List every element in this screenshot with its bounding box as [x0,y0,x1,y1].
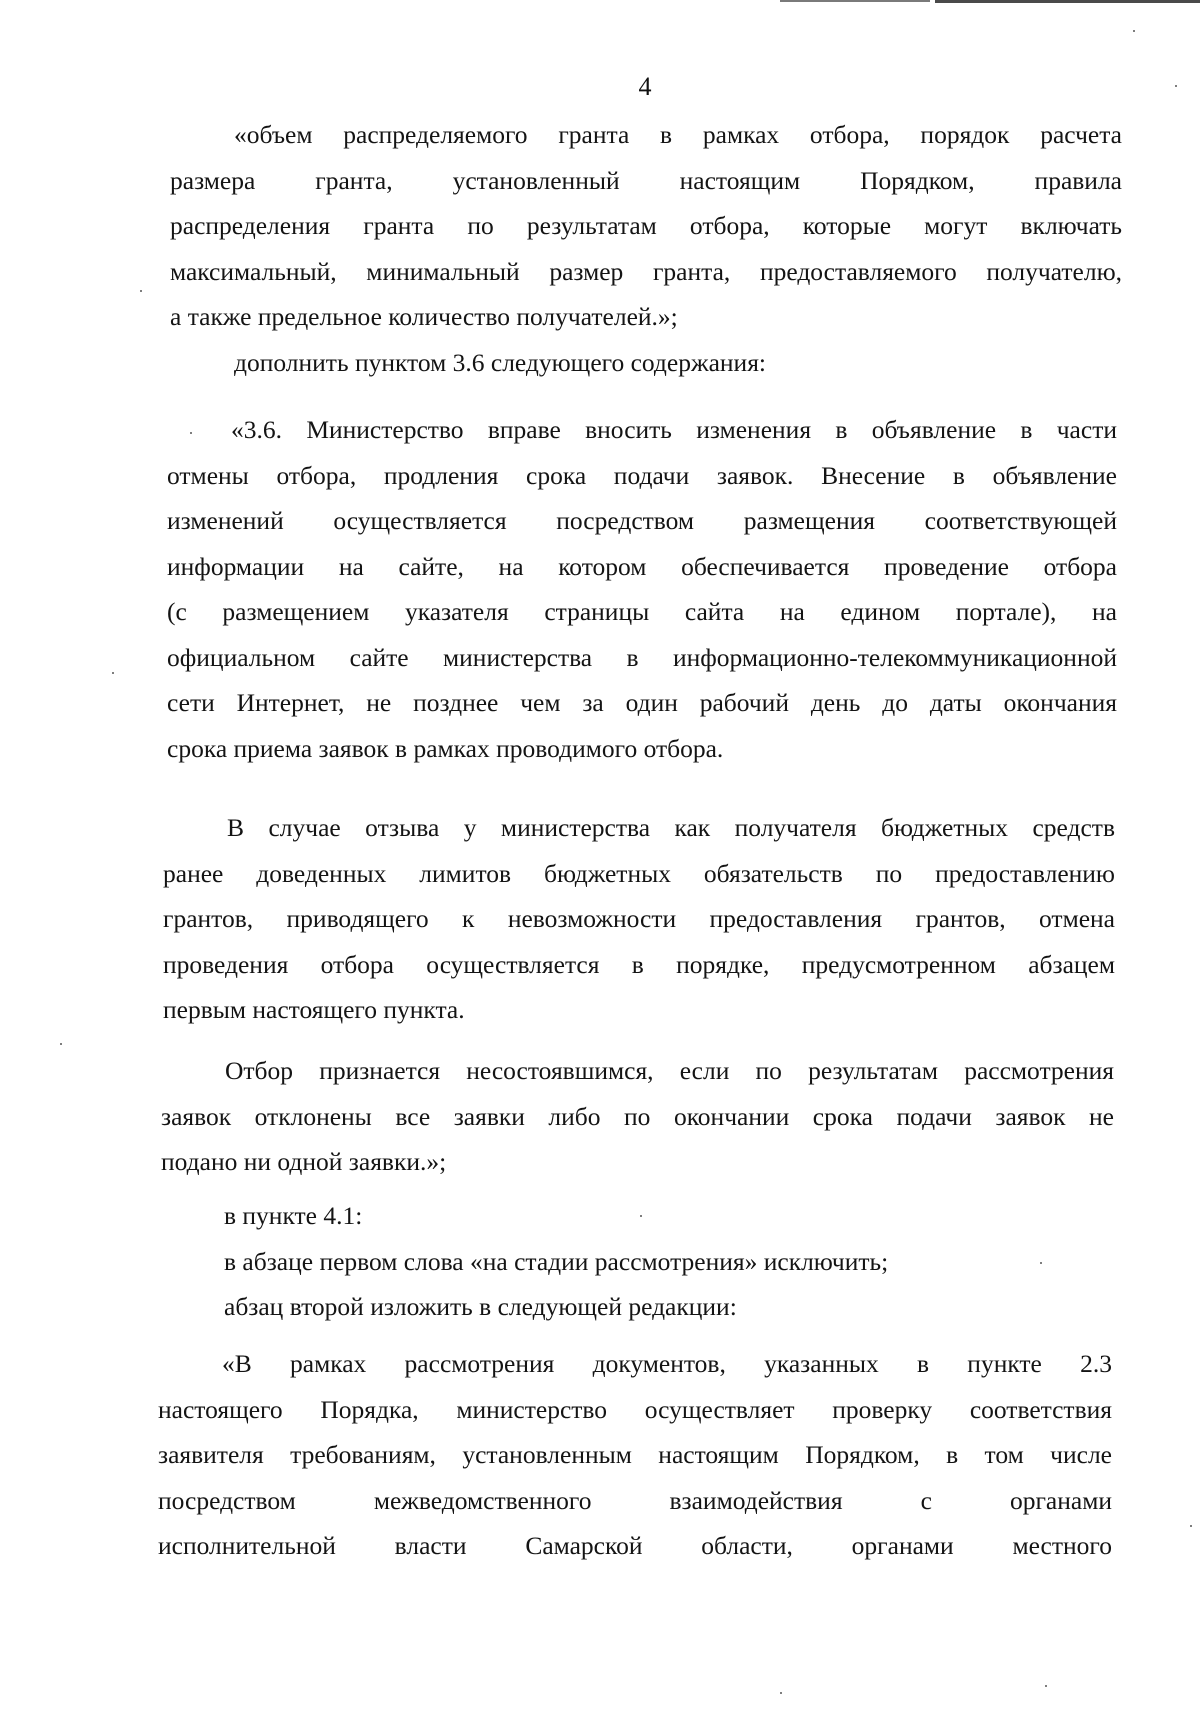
scan-speck [780,1692,782,1694]
text-line: грантов, приводящего к невозможности предоставления грантов, отмена [163,904,1115,933]
text-line: проведения отбора осуществляется в порядке, предусмотренном абзацем [163,949,1115,979]
text-line: информации на сайте, на котором обеспечивается проведение отбора [167,551,1117,581]
text-line: Отбор признается несостоявшимся, если по результатам рассмотрения [225,1056,1114,1085]
paragraph-limits-withdrawal [163,805,1115,1033]
text-line: изменений осуществляется посредством размещения соответствующей [167,506,1117,535]
paragraph-3-6 [167,407,1117,771]
scan-speck [1175,85,1177,87]
scan-edge-line [935,0,1200,3]
text-line: «3.6. Министерство вправе вносить изменения в объявление в части [231,415,1117,444]
paragraph-point-4-1 [160,1193,1114,1330]
paragraph-grant-volume [170,112,1122,385]
text-line: подано ни одной заявки.»; [161,1147,447,1176]
scan-edge-line [780,0,930,2]
text-line: отмены отбора, продления срока подачи заявок. Внесение в объявление [167,460,1117,490]
text-line: максимальный, минимальный размер гранта, предоставляемого получателю, [170,256,1122,286]
text-line: настоящего Порядка, министерство осуществляет проверку соответствия [158,1394,1112,1424]
page-number: 4 [638,72,652,101]
scan-speck [140,290,142,292]
text-line: срока приема заявок в рамках проводимого отбора. [167,733,724,763]
scan-speck [1045,1685,1047,1687]
text-line: «В рамках рассмотрения документов, указанных в пункте 2.3 [222,1349,1112,1378]
scan-speck [60,1043,62,1045]
text-line: официальном сайте министерства в информационно-телекоммуникационной [167,642,1117,672]
text-line: заявителя требованиям, установленным настоящим Порядком, в том числе [158,1440,1112,1469]
scan-speck [1133,30,1135,32]
text-line: «объем распределяемого гранта в рамках отбора, порядок расчета [234,120,1122,149]
text-line: исполнительной власти Самарской области, органами местного [158,1531,1112,1560]
text-line: заявок отклонены все заявки либо по окончании срока подачи заявок не [161,1101,1114,1131]
text-line: сети Интернет, не позднее чем за один рабочий день до даты окончания [167,688,1117,717]
scan-speck [1190,1525,1192,1527]
text-line: В случае отзыва у министерства как получателя бюджетных средств [227,813,1115,842]
text-line: дополнить пунктом 3.6 следующего содержания: [234,347,767,377]
text-line: распределения гранта по результатам отбора, которые могут включать [170,211,1122,240]
text-line: абзац второй изложить в следующей редакции: [224,1292,737,1321]
text-line: первым настоящего пункта. [163,995,465,1024]
text-line: ранее доведенных лимитов бюджетных обязательств по предоставлению [163,858,1115,888]
paragraph-new-wording [158,1341,1112,1569]
text-line: а также предельное количество получателей.»; [170,302,678,331]
text-line: (с размещением указателя страницы сайта на едином портале), на [167,597,1117,626]
text-line: в пункте 4.1: [224,1201,363,1230]
text-line: в абзаце первом слова «на стадии рассмотрения» исключить; [224,1246,889,1276]
scan-speck [112,672,114,674]
text-line: размера гранта, установленный настоящим Порядком, правила [170,165,1122,195]
paragraph-failed-selection [161,1048,1114,1185]
text-line: посредством межведомственного взаимодействия с органами [158,1485,1112,1515]
